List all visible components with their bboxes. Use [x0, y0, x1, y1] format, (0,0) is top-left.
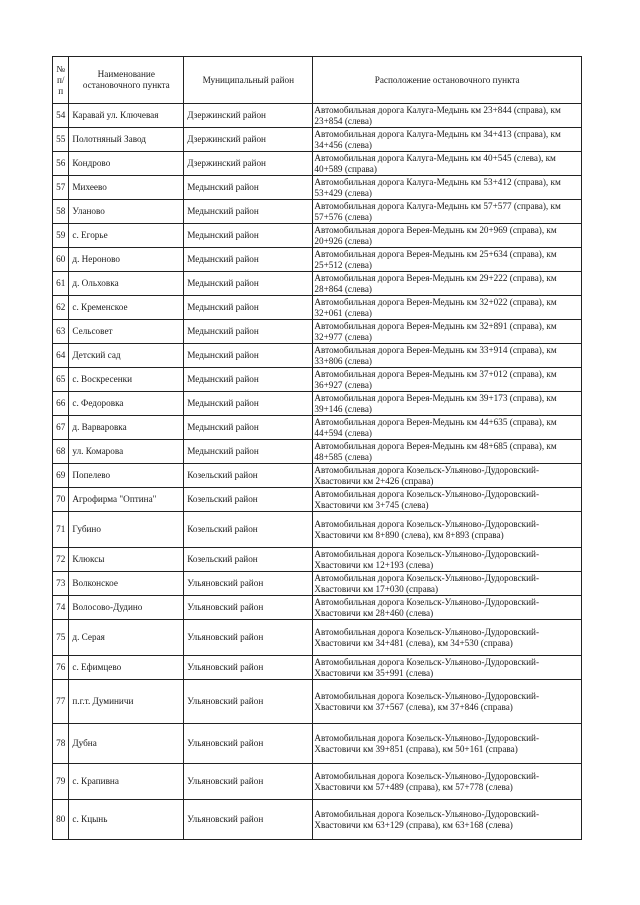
cell-num: 74	[53, 596, 69, 620]
cell-num: 68	[53, 440, 69, 464]
cell-location: Автомобильная дорога Верея-Медынь км 39+173 (справа), км 39+146 (слева)	[313, 392, 582, 416]
cell-num: 64	[53, 344, 69, 368]
cell-district: Медынский район	[184, 200, 313, 224]
cell-name: с. Ефимцево	[69, 656, 184, 680]
table-row	[53, 764, 582, 800]
cell-name: д. Серая	[69, 620, 184, 656]
cell-location: Автомобильная дорога Верея-Медынь км 44+635 (справа), км 44+594 (слева)	[313, 416, 582, 440]
table-row	[53, 488, 582, 512]
table-header	[53, 57, 582, 104]
cell-district: Дзержинский район	[184, 128, 313, 152]
cell-district: Дзержинский район	[184, 104, 313, 128]
header-district: Муниципальный район	[184, 57, 313, 104]
cell-location: Автомобильная дорога Козельск-Ульяново-Дудоровский-Хвастовичи км 3+745 (слева)	[313, 488, 582, 512]
table-row	[53, 724, 582, 764]
cell-district: Ульяновский район	[184, 724, 313, 764]
cell-location: Автомобильная дорога Калуга-Медынь км 23+844 (справа), км 23+854 (слева)	[313, 104, 582, 128]
cell-num: 75	[53, 620, 69, 656]
table-row	[53, 548, 582, 572]
cell-district: Ульяновский район	[184, 800, 313, 840]
cell-num: 60	[53, 248, 69, 272]
cell-num: 76	[53, 656, 69, 680]
table-row	[53, 800, 582, 840]
header-name: Наименование остановочного пункта	[69, 57, 184, 104]
cell-location: Автомобильная дорога Козельск-Ульяново-Дудоровский-Хвастовичи км 63+129 (справа), км 63+168 (слева)	[313, 800, 582, 840]
cell-location: Автомобильная дорога Калуга-Медынь км 53+412 (справа), км 53+429 (слева)	[313, 176, 582, 200]
table-row	[53, 680, 582, 724]
cell-district: Медынский район	[184, 248, 313, 272]
cell-location: Автомобильная дорога Козельск-Ульяново-Дудоровский-Хвастовичи км 35+991 (слева)	[313, 656, 582, 680]
cell-district: Медынский район	[184, 272, 313, 296]
cell-district: Медынский район	[184, 368, 313, 392]
cell-district: Медынский район	[184, 416, 313, 440]
cell-num: 57	[53, 176, 69, 200]
cell-num: 65	[53, 368, 69, 392]
cell-district: Медынский район	[184, 320, 313, 344]
table-row	[53, 128, 582, 152]
cell-name: п.г.т. Думиничи	[69, 680, 184, 724]
cell-location: Автомобильная дорога Козельск-Ульяново-Дудоровский-Хвастовичи км 57+489 (справа), км 57+778 (слева)	[313, 764, 582, 800]
table-row	[53, 368, 582, 392]
table-row	[53, 152, 582, 176]
cell-name: Губино	[69, 512, 184, 548]
cell-name: Волконское	[69, 572, 184, 596]
cell-district: Козельский район	[184, 488, 313, 512]
table-row	[53, 620, 582, 656]
cell-district: Ульяновский район	[184, 572, 313, 596]
cell-num: 61	[53, 272, 69, 296]
cell-num: 70	[53, 488, 69, 512]
table-row	[53, 416, 582, 440]
cell-location: Автомобильная дорога Верея-Медынь км 25+634 (справа), км 25+512 (слева)	[313, 248, 582, 272]
cell-num: 71	[53, 512, 69, 548]
cell-district: Козельский район	[184, 512, 313, 548]
cell-name: с. Кцынь	[69, 800, 184, 840]
cell-district: Ульяновский район	[184, 620, 313, 656]
cell-location: Автомобильная дорога Калуга-Медынь км 57+577 (справа), км 57+576 (слева)	[313, 200, 582, 224]
cell-num: 73	[53, 572, 69, 596]
table-row	[53, 176, 582, 200]
cell-location: Автомобильная дорога Верея-Медынь км 32+022 (справа), км 32+061 (слева)	[313, 296, 582, 320]
cell-num: 78	[53, 724, 69, 764]
cell-name: Детский сад	[69, 344, 184, 368]
cell-location: Автомобильная дорога Калуга-Медынь км 40+545 (слева), км 40+589 (справа)	[313, 152, 582, 176]
cell-num: 63	[53, 320, 69, 344]
cell-district: Дзержинский район	[184, 152, 313, 176]
cell-location: Автомобильная дорога Калуга-Медынь км 34+413 (справа), км 34+456 (слева)	[313, 128, 582, 152]
cell-location: Автомобильная дорога Козельск-Ульяново-Дудоровский-Хвастовичи км 34+481 (слева), км 34+530 (справа)	[313, 620, 582, 656]
cell-name: с. Крапивна	[69, 764, 184, 800]
cell-num: 69	[53, 464, 69, 488]
cell-name: Кондрово	[69, 152, 184, 176]
cell-district: Медынский район	[184, 392, 313, 416]
cell-name: Каравай ул. Ключевая	[69, 104, 184, 128]
cell-name: Дубна	[69, 724, 184, 764]
cell-name: д. Ольховка	[69, 272, 184, 296]
cell-num: 72	[53, 548, 69, 572]
table-row	[53, 248, 582, 272]
table-row	[53, 104, 582, 128]
cell-name: д. Варваровка	[69, 416, 184, 440]
cell-location: Автомобильная дорога Верея-Медынь км 32+891 (справа), км 32+977 (слева)	[313, 320, 582, 344]
cell-location: Автомобильная дорога Козельск-Ульяново-Дудоровский-Хвастовичи км 8+890 (слева), км 8+893 (справа)	[313, 512, 582, 548]
cell-location: Автомобильная дорога Верея-Медынь км 33+914 (справа), км 33+806 (слева)	[313, 344, 582, 368]
table-row	[53, 344, 582, 368]
cell-num: 77	[53, 680, 69, 724]
cell-district: Ульяновский район	[184, 680, 313, 724]
cell-district: Козельский район	[184, 548, 313, 572]
cell-district: Козельский район	[184, 464, 313, 488]
cell-name: с. Федоровка	[69, 392, 184, 416]
table-row	[53, 572, 582, 596]
table-row	[53, 272, 582, 296]
cell-num: 66	[53, 392, 69, 416]
cell-num: 80	[53, 800, 69, 840]
cell-name: Михеево	[69, 176, 184, 200]
table-row	[53, 392, 582, 416]
table-row	[53, 200, 582, 224]
cell-name: с. Воскресенки	[69, 368, 184, 392]
cell-district: Ульяновский район	[184, 596, 313, 620]
cell-num: 56	[53, 152, 69, 176]
cell-num: 62	[53, 296, 69, 320]
cell-district: Медынский район	[184, 224, 313, 248]
table-row	[53, 596, 582, 620]
table-row	[53, 464, 582, 488]
cell-district: Медынский район	[184, 440, 313, 464]
cell-location: Автомобильная дорога Верея-Медынь км 20+969 (справа), км 20+926 (слева)	[313, 224, 582, 248]
cell-name: Волосово-Дудино	[69, 596, 184, 620]
cell-num: 79	[53, 764, 69, 800]
cell-location: Автомобильная дорога Козельск-Ульяново-Дудоровский-Хвастовичи км 37+567 (слева), км 37+846 (справа)	[313, 680, 582, 724]
table-row	[53, 296, 582, 320]
cell-num: 55	[53, 128, 69, 152]
table-row	[53, 440, 582, 464]
cell-location: Автомобильная дорога Верея-Медынь км 29+222 (справа), км 28+864 (слева)	[313, 272, 582, 296]
cell-name: Уланово	[69, 200, 184, 224]
cell-district: Медынский район	[184, 296, 313, 320]
cell-location: Автомобильная дорога Козельск-Ульяново-Дудоровский-Хвастовичи км 28+460 (слева)	[313, 596, 582, 620]
cell-location: Автомобильная дорога Верея-Медынь км 48+685 (справа), км 48+585 (слева)	[313, 440, 582, 464]
table-row	[53, 512, 582, 548]
cell-num: 67	[53, 416, 69, 440]
table-row	[53, 224, 582, 248]
cell-name: Агрофирма "Оптина"	[69, 488, 184, 512]
cell-name: ул. Комарова	[69, 440, 184, 464]
cell-num: 58	[53, 200, 69, 224]
header-num: № п/п	[53, 57, 69, 104]
cell-num: 54	[53, 104, 69, 128]
cell-name: Сельсовет	[69, 320, 184, 344]
cell-name: Полотняный Завод	[69, 128, 184, 152]
cell-name: Клюксы	[69, 548, 184, 572]
bus-stops-table	[52, 56, 582, 840]
document-page	[52, 56, 582, 840]
cell-location: Автомобильная дорога Козельск-Ульяново-Дудоровский-Хвастовичи км 17+030 (справа)	[313, 572, 582, 596]
table-row	[53, 320, 582, 344]
cell-location: Автомобильная дорога Козельск-Ульяново-Дудоровский-Хвастовичи км 2+426 (справа)	[313, 464, 582, 488]
cell-district: Медынский район	[184, 176, 313, 200]
cell-district: Медынский район	[184, 344, 313, 368]
cell-location: Автомобильная дорога Козельск-Ульяново-Дудоровский-Хвастовичи км 12+193 (слева)	[313, 548, 582, 572]
cell-name: Попелево	[69, 464, 184, 488]
cell-num: 59	[53, 224, 69, 248]
cell-location: Автомобильная дорога Козельск-Ульяново-Дудоровский-Хвастовичи км 39+851 (справа), км 50+161 (справа)	[313, 724, 582, 764]
table-row	[53, 656, 582, 680]
cell-name: с. Егорье	[69, 224, 184, 248]
cell-district: Ульяновский район	[184, 764, 313, 800]
header-location: Расположение остановочного пункта	[313, 57, 582, 104]
cell-name: д. Нероново	[69, 248, 184, 272]
cell-name: с. Кременское	[69, 296, 184, 320]
cell-location: Автомобильная дорога Верея-Медынь км 37+012 (справа), км 36+927 (слева)	[313, 368, 582, 392]
cell-district: Ульяновский район	[184, 656, 313, 680]
table-body	[53, 104, 582, 840]
